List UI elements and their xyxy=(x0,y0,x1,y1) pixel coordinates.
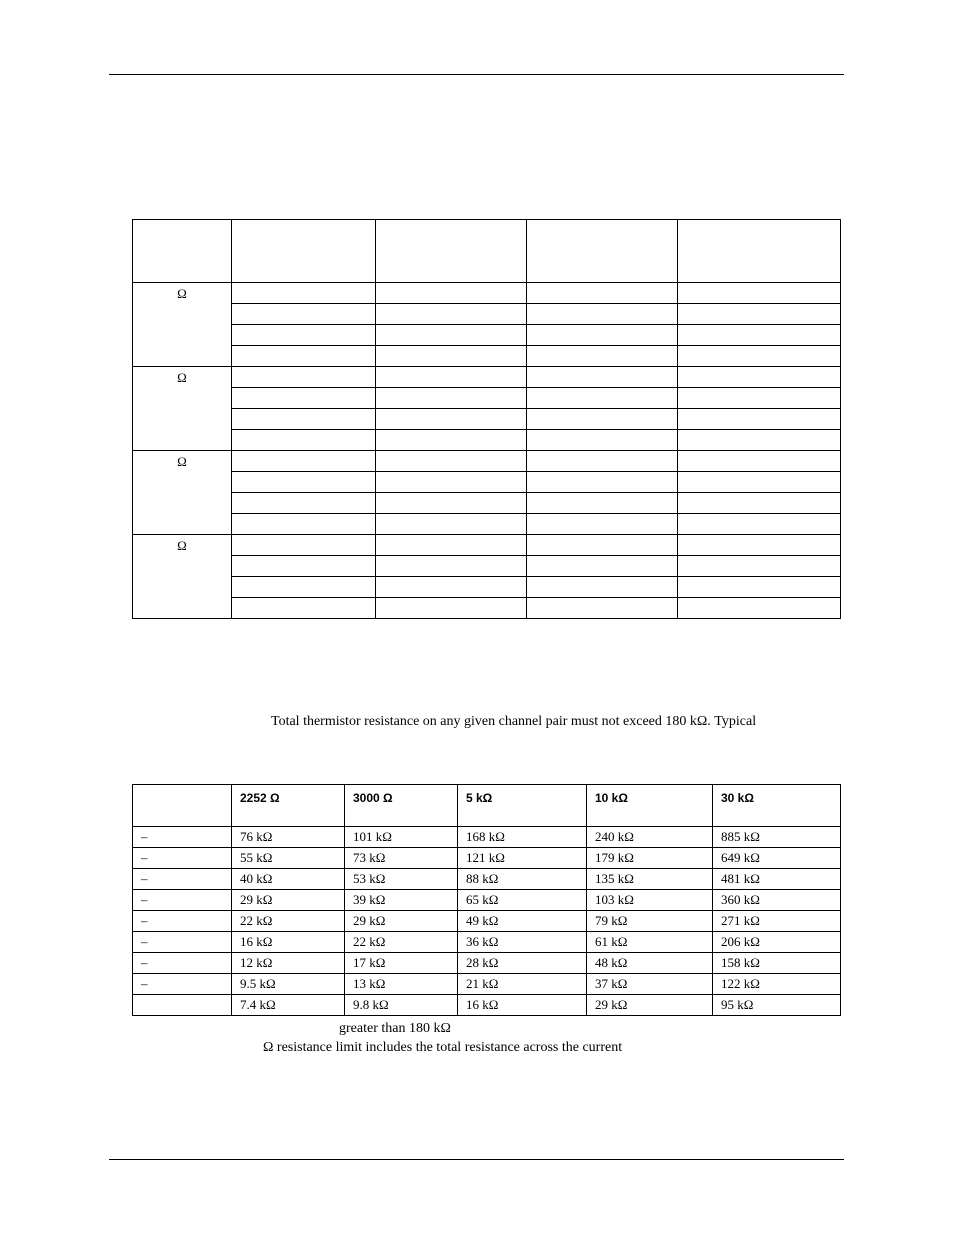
table-1-group-label: Ω xyxy=(133,451,232,535)
table-2-cell: – xyxy=(133,974,232,995)
table-2-row xyxy=(133,890,841,911)
table-note-2: Ω resistance limit includes the total resistance across the current xyxy=(263,1040,623,1055)
table-1-header-cell xyxy=(678,220,841,283)
table-2-header-cell: 2252 Ω xyxy=(232,785,345,827)
table-1-cell xyxy=(678,325,841,346)
table-2-cell: 55 kΩ xyxy=(232,848,345,869)
table-2-cell: 49 kΩ xyxy=(458,911,587,932)
table-2-cell: 48 kΩ xyxy=(587,953,713,974)
table-2-cell: – xyxy=(133,953,232,974)
table-1-header-cell xyxy=(232,220,376,283)
table-2-cell: 885 kΩ xyxy=(713,827,841,848)
table-2-cell: 79 kΩ xyxy=(587,911,713,932)
footer-rule xyxy=(109,1159,844,1160)
table-2-cell: 135 kΩ xyxy=(587,869,713,890)
table-2-cell: 206 kΩ xyxy=(713,932,841,953)
table-2 xyxy=(132,784,841,1016)
table-2-header-cell xyxy=(133,785,232,827)
table-1-cell xyxy=(678,514,841,535)
table-1-body xyxy=(133,283,841,619)
table-1-cell xyxy=(376,388,527,409)
table-1-row xyxy=(133,346,841,367)
table-1-cell xyxy=(232,325,376,346)
table-1-cell xyxy=(232,556,376,577)
table-2-cell: 88 kΩ xyxy=(458,869,587,890)
table-1-cell xyxy=(376,577,527,598)
table-1-row xyxy=(133,409,841,430)
table-1-header-cell xyxy=(133,220,232,283)
table-1-cell xyxy=(376,304,527,325)
table-2-cell: 12 kΩ xyxy=(232,953,345,974)
table-1-cell xyxy=(232,493,376,514)
table-1-cell xyxy=(376,556,527,577)
table-1 xyxy=(132,219,841,619)
table-2-row xyxy=(133,974,841,995)
table-1-row xyxy=(133,535,841,556)
table-2-cell: 21 kΩ xyxy=(458,974,587,995)
table-1-group-label: Ω xyxy=(133,283,232,367)
table-2-cell: 13 kΩ xyxy=(345,974,458,995)
table-2-cell: – xyxy=(133,932,232,953)
table-2-header-row xyxy=(133,785,841,827)
table-1-cell xyxy=(678,346,841,367)
table-2-cell: 22 kΩ xyxy=(232,911,345,932)
table-2-cell: 271 kΩ xyxy=(713,911,841,932)
table-2-cell: 29 kΩ xyxy=(587,995,713,1016)
table-2-row xyxy=(133,869,841,890)
table-2-cell: 39 kΩ xyxy=(345,890,458,911)
table-2-cell: 121 kΩ xyxy=(458,848,587,869)
table-1-row xyxy=(133,430,841,451)
table-2-cell: 61 kΩ xyxy=(587,932,713,953)
table-1-row xyxy=(133,514,841,535)
table-2-header-cell: 5 kΩ xyxy=(458,785,587,827)
table-1-cell xyxy=(527,556,678,577)
table-1-cell xyxy=(527,430,678,451)
table-1-cell xyxy=(232,451,376,472)
table-1-cell xyxy=(678,577,841,598)
table-1-cell xyxy=(678,409,841,430)
table-2-cell: 649 kΩ xyxy=(713,848,841,869)
table-2-cell: 95 kΩ xyxy=(713,995,841,1016)
table-1-row xyxy=(133,388,841,409)
table-2-cell: 179 kΩ xyxy=(587,848,713,869)
table-2-cell: – xyxy=(133,827,232,848)
table-2-cell: 9.5 kΩ xyxy=(232,974,345,995)
table-2-cell: 28 kΩ xyxy=(458,953,587,974)
table-1-cell xyxy=(527,598,678,619)
table-2-header-cell: 3000 Ω xyxy=(345,785,458,827)
table-1-cell xyxy=(678,430,841,451)
table-1-cell xyxy=(527,325,678,346)
table-1-row xyxy=(133,493,841,514)
table-1-cell xyxy=(232,430,376,451)
table-1-cell xyxy=(527,472,678,493)
table-2-cell: 101 kΩ xyxy=(345,827,458,848)
table-2-row xyxy=(133,848,841,869)
table-1-cell xyxy=(376,598,527,619)
table-2-cell: 17 kΩ xyxy=(345,953,458,974)
table-2-row xyxy=(133,911,841,932)
table-1-cell xyxy=(678,304,841,325)
table-2-header-cell: 10 kΩ xyxy=(587,785,713,827)
table-1-cell xyxy=(678,535,841,556)
table-2-header-cell: 30 kΩ xyxy=(713,785,841,827)
table-2-cell: 122 kΩ xyxy=(713,974,841,995)
table-1-cell xyxy=(527,367,678,388)
table-1-cell xyxy=(232,367,376,388)
table-1-row xyxy=(133,304,841,325)
table-1-cell xyxy=(527,304,678,325)
table-2-cell: 73 kΩ xyxy=(345,848,458,869)
table-2-row xyxy=(133,953,841,974)
table-2-cell: 168 kΩ xyxy=(458,827,587,848)
table-1-cell xyxy=(678,451,841,472)
table-1-cell xyxy=(678,598,841,619)
table-2-cell: 40 kΩ xyxy=(232,869,345,890)
table-2-cell: 29 kΩ xyxy=(345,911,458,932)
table-1-cell xyxy=(232,283,376,304)
table-1-cell xyxy=(527,451,678,472)
table-2-cell: – xyxy=(133,890,232,911)
table-1-header-cell xyxy=(527,220,678,283)
table-1-cell xyxy=(678,367,841,388)
table-2-cell: – xyxy=(133,911,232,932)
table-2-cell: 7.4 kΩ xyxy=(232,995,345,1016)
table-2-cell: 360 kΩ xyxy=(713,890,841,911)
table-1-cell xyxy=(678,388,841,409)
table-1-cell xyxy=(232,346,376,367)
table-1-cell xyxy=(527,493,678,514)
table-1-cell xyxy=(232,304,376,325)
table-2-cell: 16 kΩ xyxy=(458,995,587,1016)
table-2-cell: 37 kΩ xyxy=(587,974,713,995)
table-1-cell xyxy=(527,535,678,556)
table-1-cell xyxy=(376,535,527,556)
table-2-cell: 16 kΩ xyxy=(232,932,345,953)
table-1-row xyxy=(133,325,841,346)
table-1-cell xyxy=(376,325,527,346)
table-1-cell xyxy=(527,577,678,598)
table-2-cell: 103 kΩ xyxy=(587,890,713,911)
table-1-row xyxy=(133,283,841,304)
table-2-cell: 29 kΩ xyxy=(232,890,345,911)
table-1-cell xyxy=(527,283,678,304)
table-2-cell: 240 kΩ xyxy=(587,827,713,848)
table-2-cell: 481 kΩ xyxy=(713,869,841,890)
table-1-cell xyxy=(527,409,678,430)
table-1-cell xyxy=(527,346,678,367)
table-1-group-label: Ω xyxy=(133,367,232,451)
table-1-header-row xyxy=(133,220,841,283)
table-1-cell xyxy=(232,388,376,409)
table-1-cell xyxy=(376,283,527,304)
body-paragraph: Total thermistor resistance on any given channel pair must not exceed 180 kΩ. Typical xyxy=(271,714,757,729)
table-2-row xyxy=(133,827,841,848)
table-1-cell xyxy=(232,535,376,556)
table-1-cell xyxy=(376,493,527,514)
table-1-cell xyxy=(232,577,376,598)
table-2-cell: 158 kΩ xyxy=(713,953,841,974)
table-1-cell xyxy=(678,472,841,493)
table-1-row xyxy=(133,598,841,619)
table-1-row xyxy=(133,472,841,493)
table-1-cell xyxy=(232,409,376,430)
table-1-row xyxy=(133,577,841,598)
table-1-row xyxy=(133,451,841,472)
table-2-row xyxy=(133,932,841,953)
table-2-cell: 53 kΩ xyxy=(345,869,458,890)
table-2-cell: – xyxy=(133,848,232,869)
table-1-cell xyxy=(376,451,527,472)
table-1-cell xyxy=(527,388,678,409)
table-1-cell xyxy=(376,367,527,388)
table-1-cell xyxy=(678,493,841,514)
table-1-cell xyxy=(232,472,376,493)
table-1-row xyxy=(133,367,841,388)
table-1-cell xyxy=(527,514,678,535)
table-1-cell xyxy=(376,409,527,430)
table-1-cell xyxy=(376,514,527,535)
table-2-cell: 36 kΩ xyxy=(458,932,587,953)
table-1-group-label: Ω xyxy=(133,535,232,619)
table-note-1: greater than 180 kΩ xyxy=(339,1021,451,1036)
table-1-cell xyxy=(232,598,376,619)
table-2-cell: – xyxy=(133,869,232,890)
table-1-cell xyxy=(678,556,841,577)
table-1-cell xyxy=(678,283,841,304)
table-2-row xyxy=(133,995,841,1016)
table-2-cell: 9.8 kΩ xyxy=(345,995,458,1016)
table-1-cell xyxy=(232,514,376,535)
table-1-row xyxy=(133,556,841,577)
table-1-header-cell xyxy=(376,220,527,283)
table-2-cell: 76 kΩ xyxy=(232,827,345,848)
table-2-cell xyxy=(133,995,232,1016)
table-1-cell xyxy=(376,346,527,367)
table-1-cell xyxy=(376,430,527,451)
table-2-cell: 65 kΩ xyxy=(458,890,587,911)
table-2-body xyxy=(133,827,841,1016)
table-2-cell: 22 kΩ xyxy=(345,932,458,953)
table-1-cell xyxy=(376,472,527,493)
header-rule xyxy=(109,74,844,75)
